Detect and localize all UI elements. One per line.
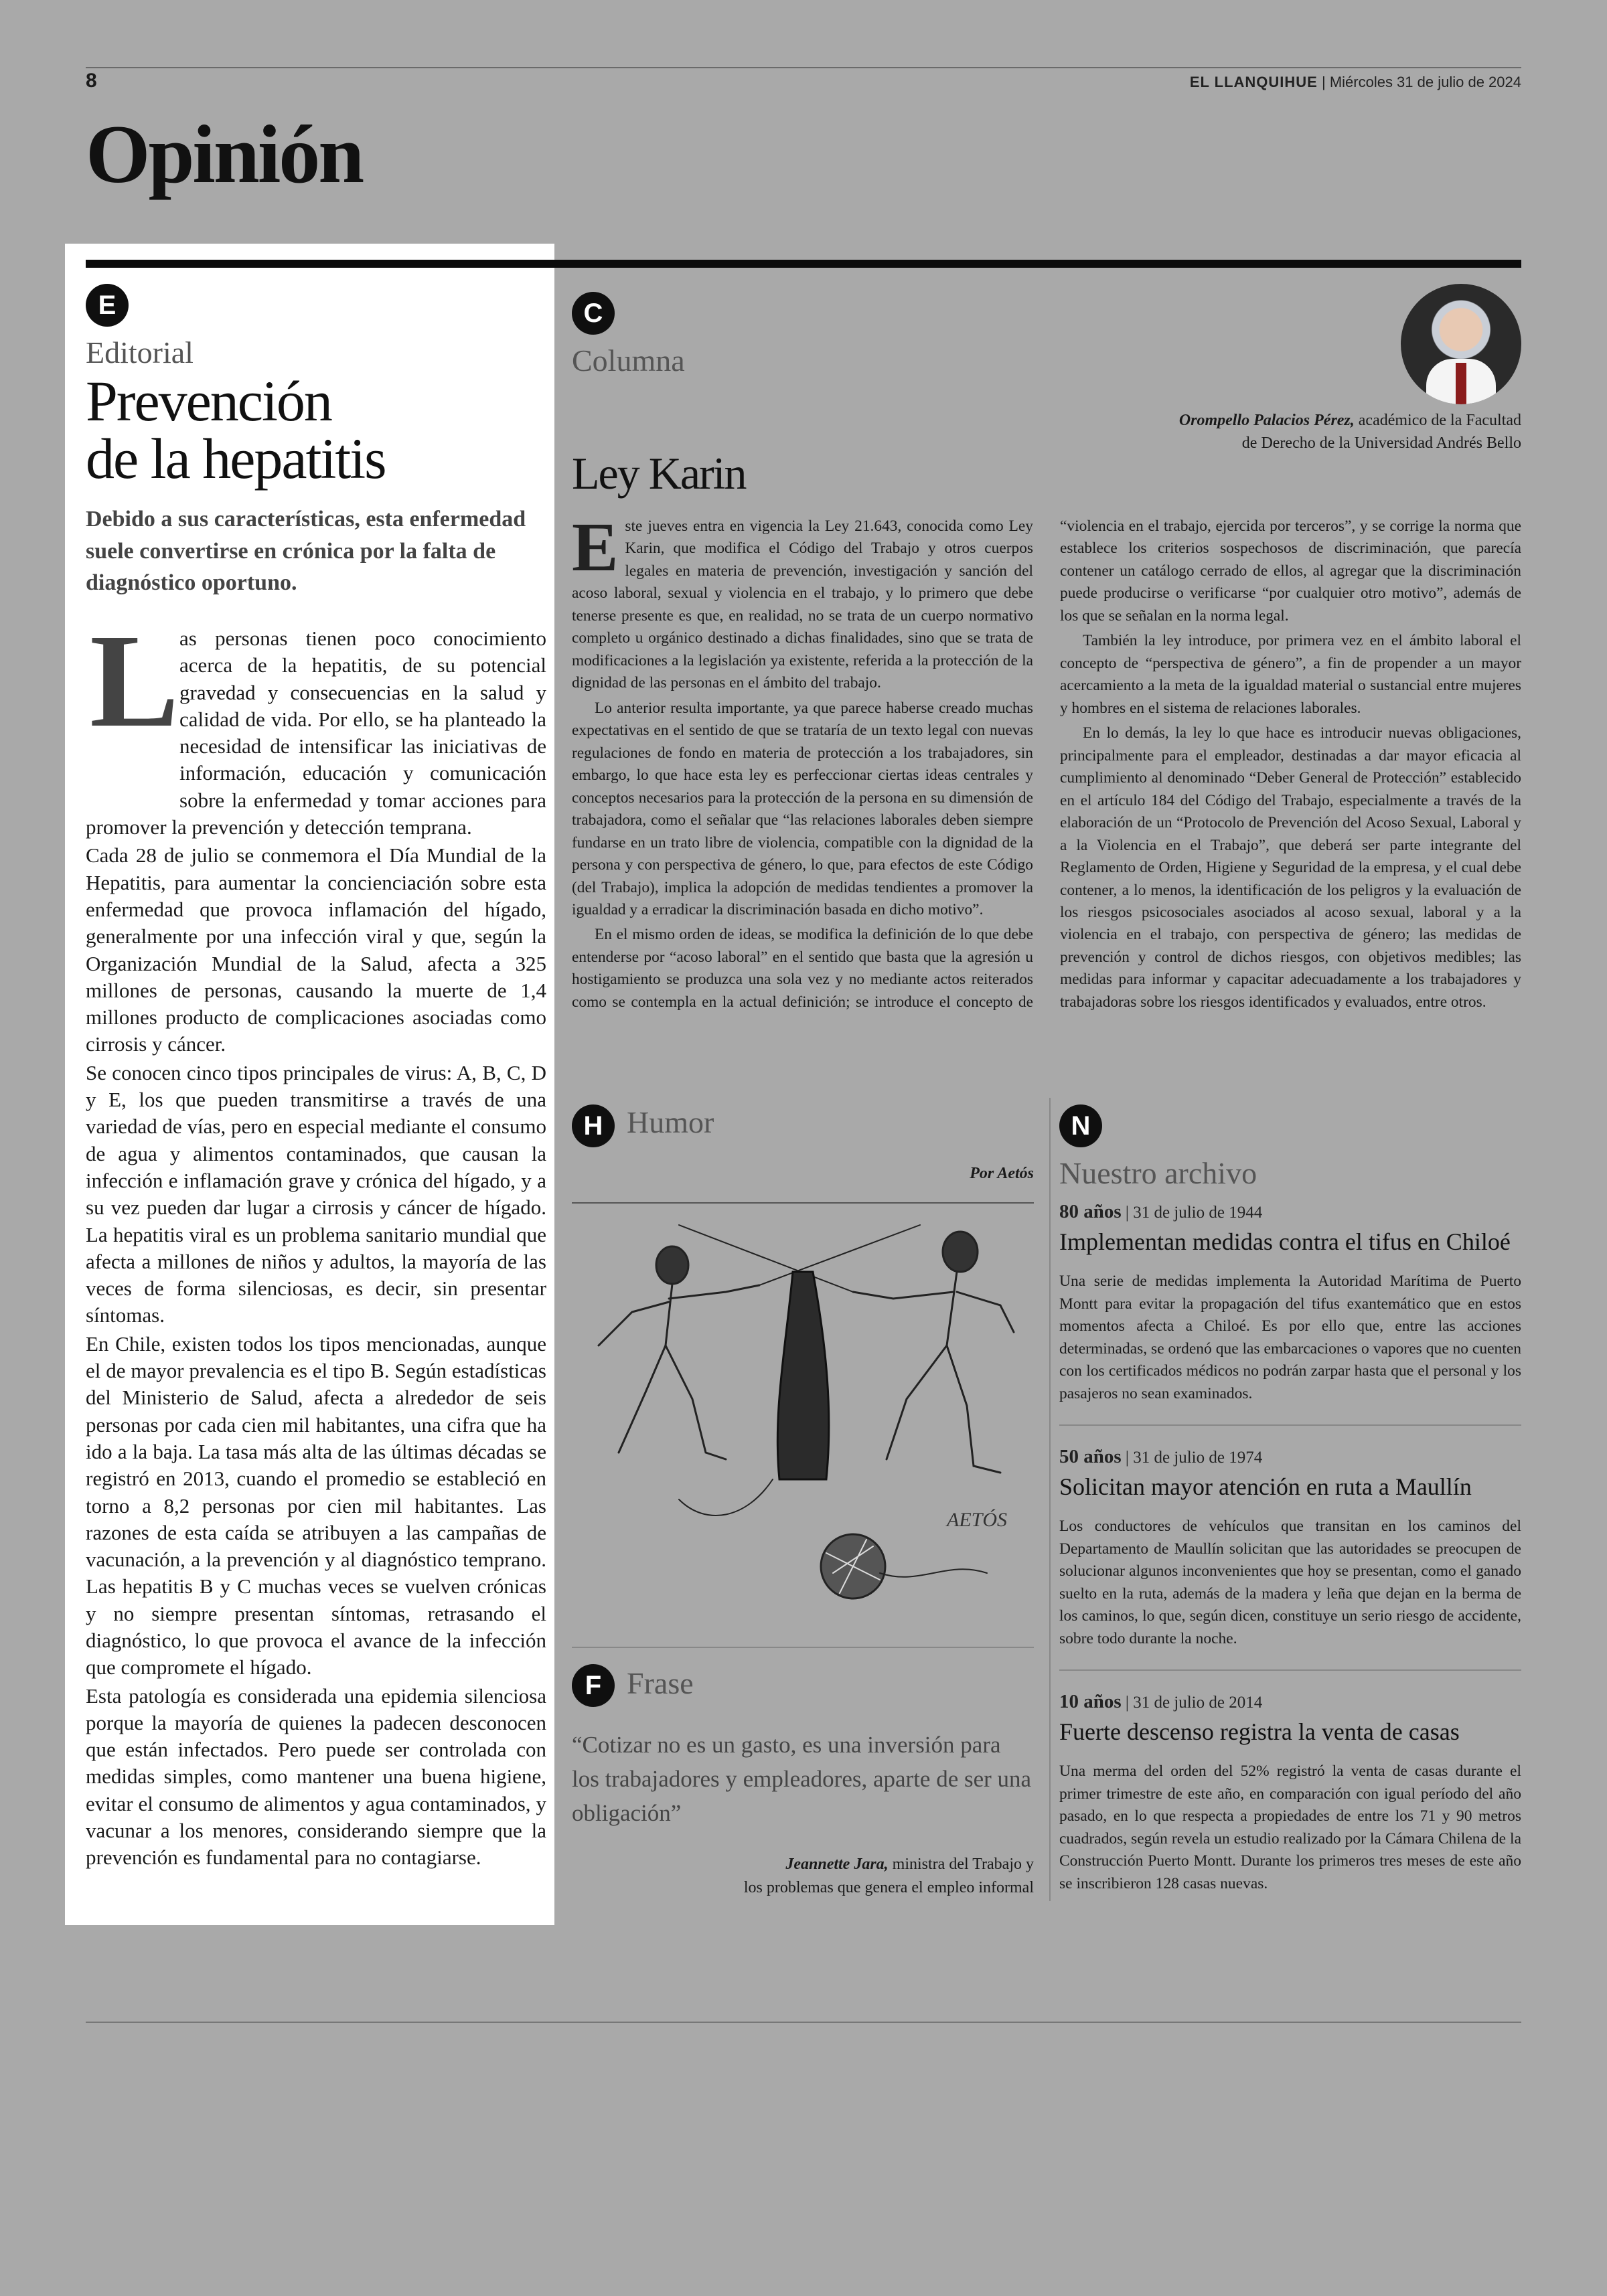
masthead: EL LLANQUIHUE | Miércoles 31 de julio de 2024 — [1189, 74, 1521, 90]
editorial-title-line2: de la hepatitis — [86, 426, 386, 491]
archive-item — [1059, 1201, 1521, 1406]
humor-badge: H — [572, 1104, 615, 1147]
column-paragraph: Lo anterior resulta importante, ya que parece haberse creado muchas expectativas en el sentido de que se trataría de un texto legal con nuevas regulaciones de fondo en materia de protección a los trabajadores, sin embargo, lo que hace esta ley es perfeccionar ciertas ideas centrales y conceptos necesarios para la protección de la persona en su dimensión de trabajadora, como el señalar que “las relaciones laborales deben siempre fundarse en un trato libre de violencia, compatible con la dignidad de la persona y con perspectiva de género, lo que, para efectos de este Código (del Trabajo), implica la adopción de medidas tendientes a promover la igualdad y a erradicar la discriminación basada en dicho motivo”. — [572, 699, 1033, 918]
editorial-dropcap: L — [90, 607, 179, 755]
column-paragraph: También la ley introduce, por primera vez en el ámbito laboral el concepto de “perspectiva de género”, a fin de propender a un mayor acercamiento a la meta de la igualdad material o sustancial entre mujeres y hombres en el sistema de relaciones laborales. — [1060, 632, 1521, 717]
archive-item — [1059, 1691, 1521, 1896]
archive-date: 10 años | 31 de julio de 2014 — [1059, 1691, 1263, 1712]
archive-divider — [1059, 1669, 1521, 1671]
column-author — [1106, 410, 1521, 455]
editorial-paragraph: as personas tienen poco conocimiento acerca de la hepatitis, de su potencial gravedad y consecuencias en la salud y calidad de vida. Por ello, se ha planteado la necesidad de intensificar las iniciativas de información, educación y comunicación sobre la enfermedad y tomar acciones para promover la prevención y detección temprana. — [86, 627, 546, 839]
author-photo — [1401, 284, 1521, 404]
archive-badge: N — [1059, 1104, 1102, 1147]
column-paragraph: En lo demás, la ley lo que hace es introducir nuevas obligaciones, principalmente para el empleador, destinadas a dar mayor eficacia al cumplimiento al denominado “Deber General de Protección” establecido en el artículo 184 del Código del Trabajo, especialmente a través de la elaboración de un “Protocolo de Prevención del Acoso Sexual, Laboral y a la Violencia en el Trabajo”, que deberá ser parte integrante del Reglamento de Orden, Higiene y Seguridad de la empresa, y el cual debe contener, a lo menos, la identificación de los peligros y la evaluación de los riesgos psicosociales asociados al acoso sexual, laboral y a la violencia en el trabajo, con perspectiva de género; las medidas de prevención y control de dichos riesgos, con objetivos medibles; las medidas para informar y capacitar adecuadamente a los trabajadores y trabajadoras sobre los riesgos identificados y evaluados, entre otros. — [1060, 724, 1521, 1011]
editorial-title — [86, 369, 541, 491]
fencing-cartoon — [572, 1212, 1034, 1627]
archive-kicker: Nuestro archivo — [1059, 1156, 1257, 1190]
archive-headline: Solicitan mayor atención en ruta a Maullín — [1059, 1473, 1472, 1500]
header-rule — [86, 67, 1521, 68]
column-divider — [1049, 1098, 1051, 1901]
column-author-name: Orompello Palacios Pérez, — [1178, 412, 1355, 429]
issue-date: Miércoles 31 de julio de 2024 — [1329, 74, 1521, 90]
column-title: Ley Karin — [572, 448, 746, 499]
editorial-paragraph: Se conocen cinco tipos principales de virus: A, B, C, D y E, los que pueden transmitirse a través de una variedad de vías, pero en especial mediante el consumo de agua y alimentos contaminados, que causan la infección e inflamación grave y crónica del hígado, y a su vez pueden dar lugar a cirrosis y cáncer de hígado. La hepatitis viral es un problema sanitario mundial que afecta a millones de niños y adultos, la mayoría de las veces de forma silenciosas, es decir, sin presentar síntomas. — [86, 1060, 546, 1327]
editorial-body — [86, 625, 546, 1873]
newspaper-name: EL LLANQUIHUE — [1189, 74, 1318, 90]
frase-author-context: los problemas que genera el empleo informal — [743, 1878, 1034, 1896]
archive-text: Una serie de medidas implementa la Autoridad Marítima de Puerto Montt para evitar la propagación del tifus exantemático que en estos momentos afecta a Chiloé. Es por ello que, entre las acciones determinadas, se ordenó que las embarcaciones o vapores que no cuenten con los certificados médicos no podrán zarpar hasta que el personal y los pasajeros no sean examinados. — [1059, 1273, 1521, 1402]
frase-author-name: Jeannette Jara, — [785, 1856, 889, 1873]
archive-date: 50 años | 31 de julio de 1974 — [1059, 1446, 1263, 1467]
frase-badge: F — [572, 1664, 615, 1707]
archive-divider — [1059, 1424, 1521, 1426]
frase-quote: “Cotizar no es un gasto, es una inversión para los trabajadores y empleadores, aparte de ser una obligación” — [572, 1732, 1032, 1826]
archive-item — [1059, 1446, 1521, 1651]
section-title: Opinión — [86, 108, 363, 200]
archive-headline: Fuerte descenso registra la venta de casas — [1059, 1718, 1460, 1745]
editorial-lead: Debido a sus características, esta enfermedad suele convertirse en crónica por la falta de diagnóstico oportuno. — [86, 507, 526, 596]
frase-rule — [572, 1647, 1034, 1648]
frase-author — [572, 1853, 1034, 1900]
archive-text: Los conductores de vehículos que transitan en los caminos del Departamento de Maullín solicitan que las autoridades se preocupen de solucionar algunos inconvenientes que hoy se presentan, como el ganado suelto en la ruta, además de la madera y leña que dejan en la berma de los caminos, lo que, según dicen, constituye un serio riesgo de accidente, sobre todo durante la noche. — [1059, 1518, 1521, 1647]
editorial-paragraph: En Chile, existen todos los tipos mencionadas, aunque el de mayor prevalencia es el tipo B. Según estadísticas del Ministerio de Salud, afecta a alrededor de seis personas por cada cien mil habitantes, una cifra que ha ido a la baja. La tasa más alta de las últimas décadas se registró en 2013, cuando el promedio se estableció en torno a 8,2 personas por cien mil habitantes. Las razones de esta caída se atribuyen a las campañas de vacunación, a la prevención y al diagnóstico temprano. Las hepatitis B y C muchas veces se vuelven crónicas y no siempre presentan síntomas, retrasando el diagnóstico, lo que provoca el avance de la infección que compromete el hígado. — [86, 1331, 546, 1679]
archive-date: 80 años | 31 de julio de 1944 — [1059, 1201, 1263, 1222]
editorial-badge: E — [86, 284, 129, 327]
frase-kicker: Frase — [627, 1666, 694, 1700]
column-dropcap: E — [572, 509, 619, 586]
archive-text: Una merma del orden del 52% registró la venta de casas durante el primer trimestre de este año, en comparación con igual período del año pasado, en lo que respecta a propiedades de entre los 71 y 90 metros cuadrados, según revela un estudio realizado por la Cámara Chilena de la Construcción Puerto Montt. Durante los primeros tres meses de este año se inscribieron 128 casas nuevas. — [1059, 1762, 1521, 1892]
page-number: 8 — [86, 70, 97, 92]
editorial-title-line1: Prevención — [86, 369, 331, 433]
section-rule — [86, 260, 1521, 268]
humor-byline: Por Aetós — [970, 1165, 1034, 1182]
column-author-affiliation: de Derecho de la Universidad Andrés Bello — [1241, 434, 1521, 452]
humor-kicker: Humor — [627, 1105, 714, 1139]
column-paragraph: En el mismo orden de ideas, se modifica la definición de lo que debe entenderse por “acoso laboral” en el sentido que basta que la agresión u hostigamiento se produzca una sola vez y no mediante actos reiterados como se contempla en la actual definición; se introduce el concepto de “violencia en el trabajo, ejercida por terceros”, y se corrige la norma que establece los criterios sospechosos de discriminación, que parecía contener un catálogo cerrado de ellos, al agregar que la discriminación puede producirse o verificarse “por cualquier otro motivo”, además de los que se señalan en la norma legal. — [572, 517, 1521, 1011]
column-kicker: Columna — [572, 343, 685, 378]
column-body — [572, 509, 1521, 1015]
footer-rule — [86, 2022, 1521, 2023]
editorial-paragraph: Cada 28 de julio se conmemora el Día Mundial de la Hepatitis, para aumentar la concienciación sobre esta enfermedad que provoca inflamación del hígado, generalmente por una infección viral y que, según la Organización Mundial de la Salud, afecta a 325 millones de personas, causando la muerte de 1,4 millones producto de complicaciones asociadas como cirrosis y cáncer. — [86, 843, 546, 1056]
cartoon-signature: AETÓS — [947, 1509, 1007, 1531]
editorial-kicker: Editorial — [86, 335, 194, 370]
editorial-paragraph: Esta patología es considerada una epidemia silenciosa porque la mayoría de quienes la padecen desconocen que están infectados. Pero puede ser controlada con medidas simples, como mantener una buena higiene, evitar el consumo de alimentos y agua contaminados, y vacunar a los menores, considerando siempre que la prevención es fundamental para no contagiarse. — [86, 1684, 546, 1870]
frase-author-role: ministra del Trabajo y — [892, 1856, 1034, 1873]
column-badge: C — [572, 292, 615, 335]
column-author-role: académico de la Facultad — [1358, 412, 1521, 429]
humor-rule — [572, 1202, 1034, 1204]
column-paragraph: Este jueves entra en vigencia la Ley 21.643, conocida como Ley Karin, que modifica el Código del Trabajo y otros cuerpos legales en materia de prevención, investigación y sanción del acoso laboral, sexual y violencia en el trabajo, y lo primero que debe tenerse presente es que, en realidad, no se trata de un cuerpo normativo completo u orgánico destinado a dichas finalidades, sino que se trata de modificaciones a la legislación ya existente, referida a la protección de la dignidad de las personas en el ámbito del trabajo. — [572, 509, 1033, 692]
archive-headline: Implementan medidas contra el tifus en Chiloé — [1059, 1228, 1511, 1255]
